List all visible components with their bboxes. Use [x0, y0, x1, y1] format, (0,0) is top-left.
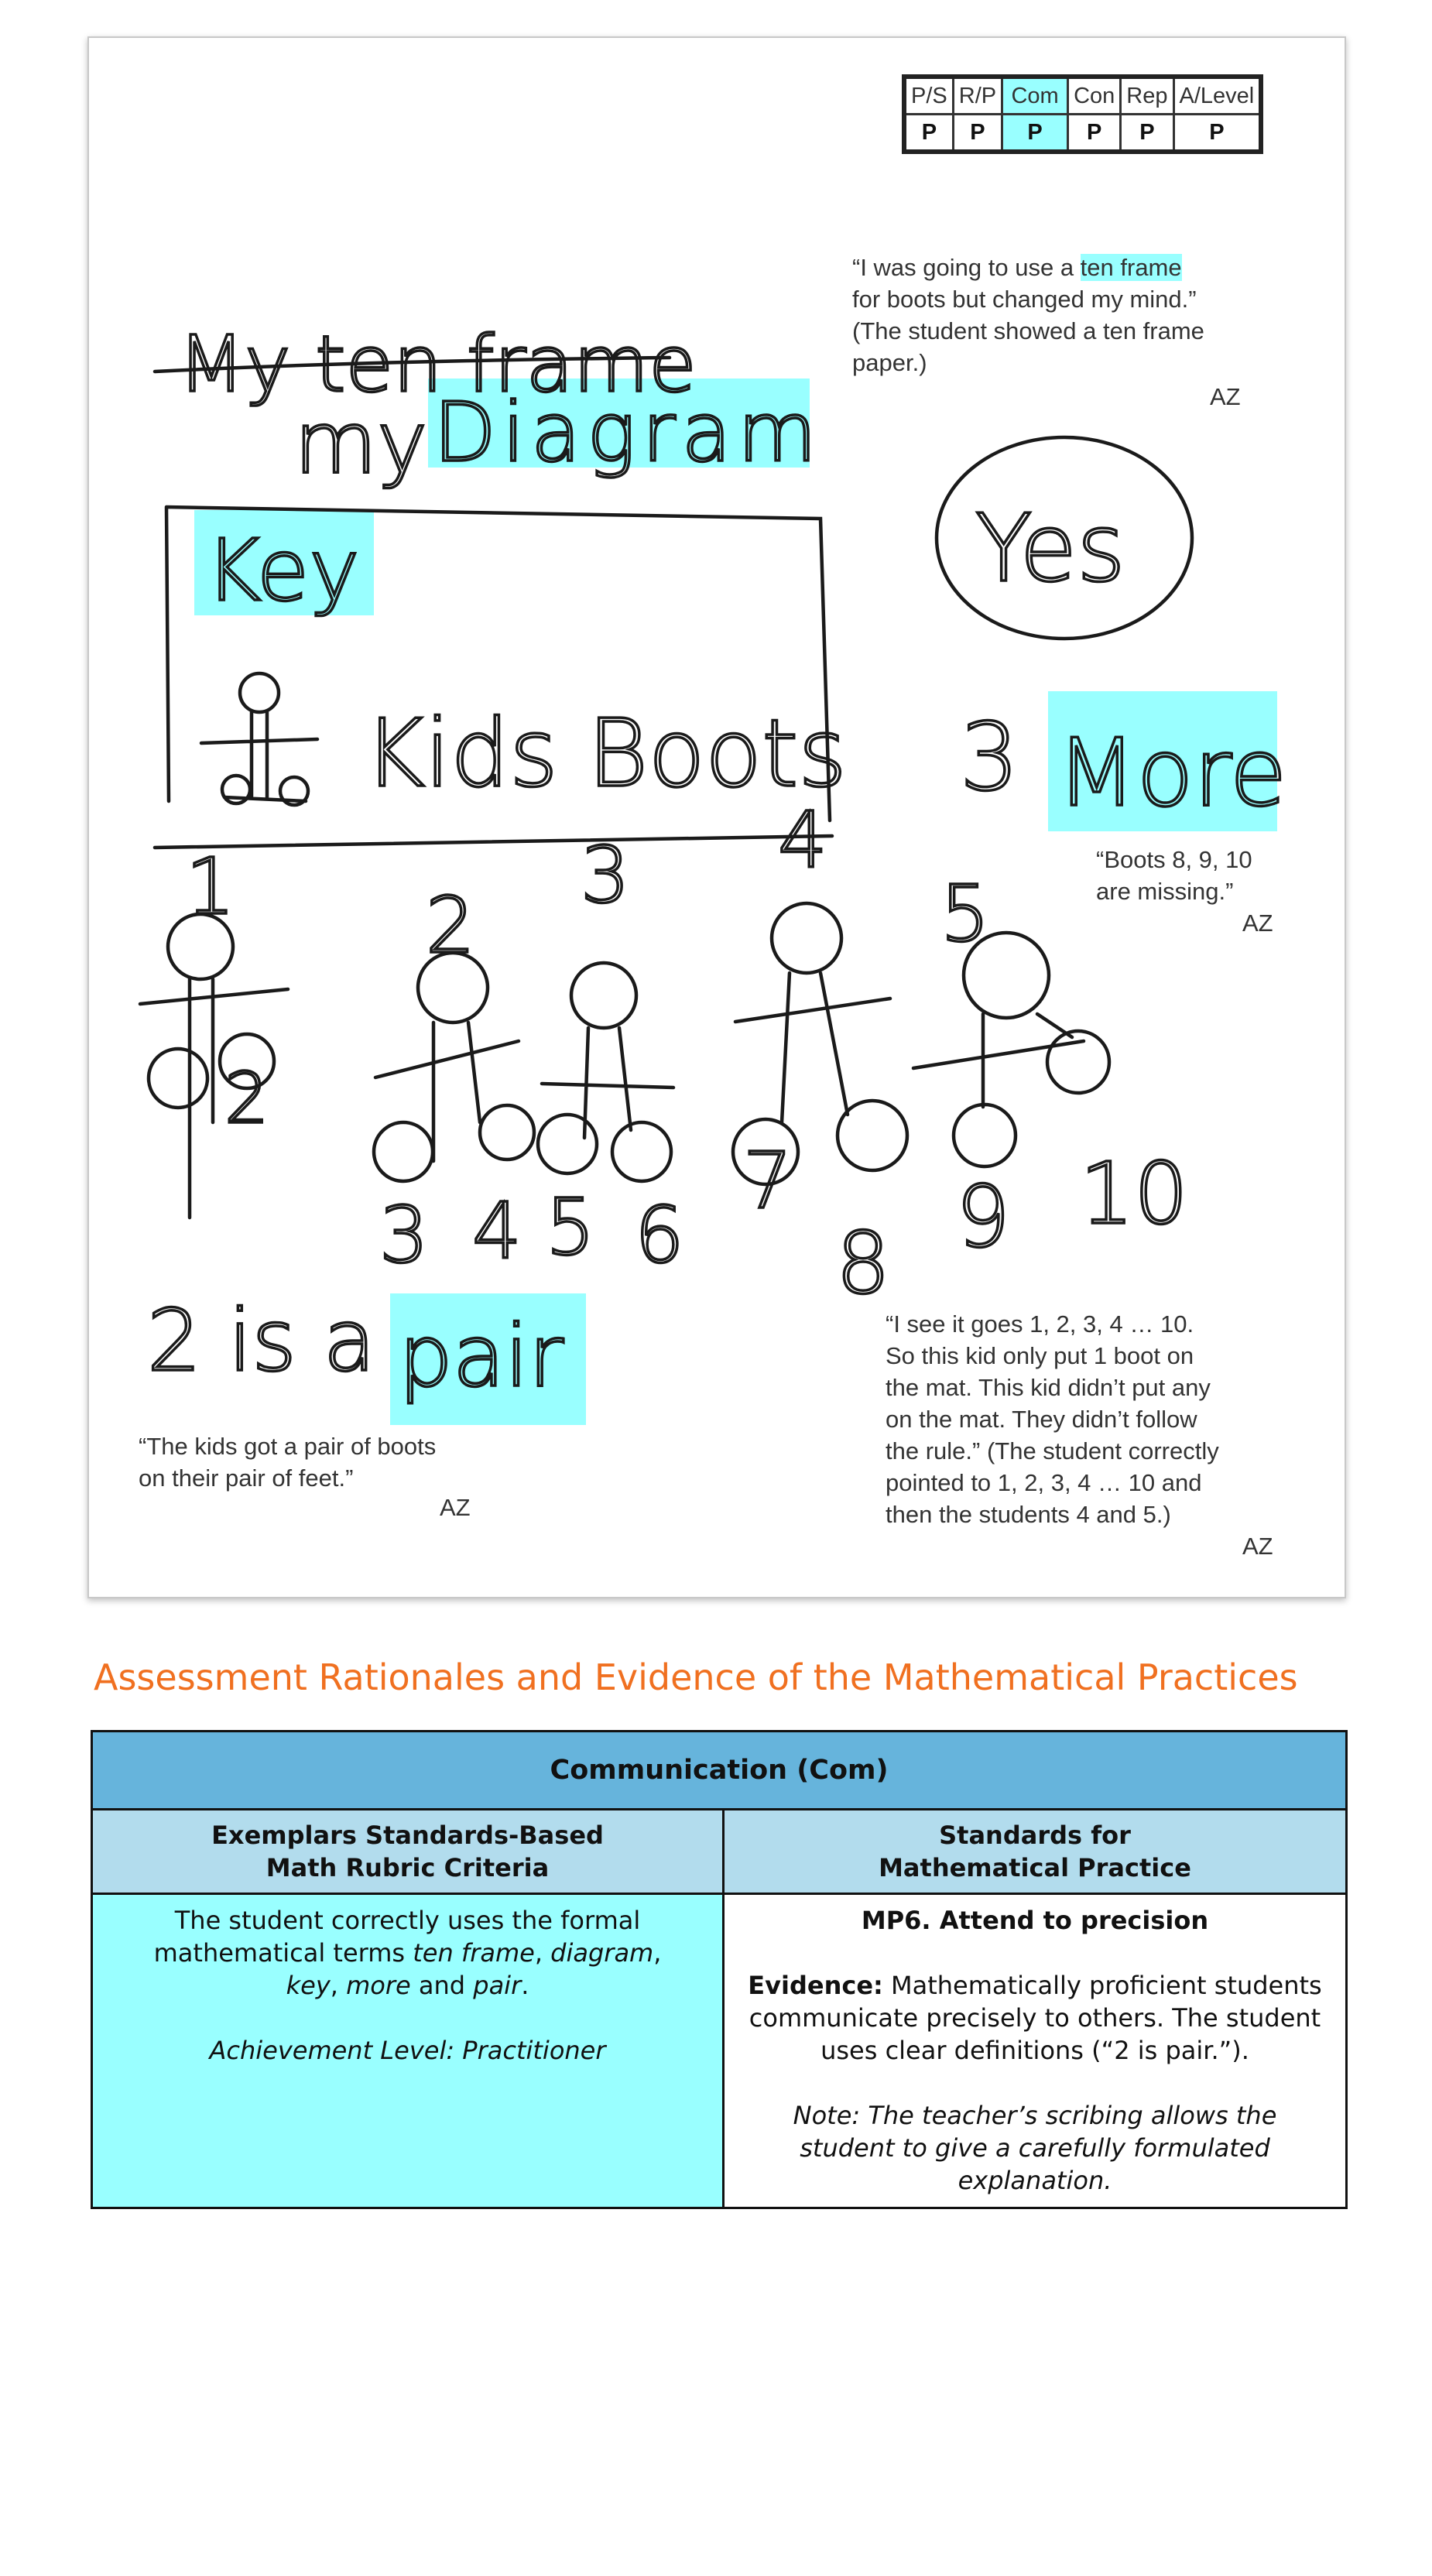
stick-figure [913, 933, 1109, 1166]
score-header-con: Con [1068, 77, 1121, 115]
header-line: Mathematical Practice [879, 1853, 1191, 1882]
score-com: P [1002, 115, 1068, 152]
score-rep: P [1121, 115, 1173, 152]
rubric-title: Communication (Com) [92, 1732, 1347, 1810]
bottom-5: 5 [546, 1182, 595, 1273]
bottom-3: 3 [379, 1190, 429, 1280]
bottom-9: 9 [956, 1167, 1010, 1266]
initials: AZ [1242, 1533, 1273, 1560]
score-header-rp: R/P [953, 77, 1002, 115]
note: Note: The teacher’s scribing allows the student to give a carefully formulated explanation. [793, 2101, 1277, 2195]
text: , [330, 1971, 347, 2000]
bottom-4: 4 [472, 1186, 522, 1276]
evidence [725, 1969, 1345, 2067]
stick-figure [538, 963, 673, 1181]
term: more [346, 1971, 411, 2000]
term: ten frame [413, 1938, 535, 1968]
quote-sequence [886, 1308, 1219, 1530]
score-header-rep: Rep [1121, 77, 1173, 115]
text: . [521, 1971, 529, 2000]
evidence-label: Evidence: [748, 1971, 883, 2000]
bottom-10: 10 [1080, 1144, 1188, 1243]
key-text: Kids Boots [364, 701, 847, 808]
text: , [653, 1938, 662, 1968]
section-title: Assessment Rationales and Evidence of the Mathematical Practices [94, 1656, 1298, 1698]
initials: AZ [440, 1494, 471, 1521]
quote-line: the mat. This kid didn’t put any [886, 1374, 1211, 1401]
score-header-com: Com [1002, 77, 1068, 115]
quote-line: So this kid only put 1 boot on [886, 1342, 1194, 1369]
stick-figure [374, 953, 534, 1181]
header-line: Standards for [939, 1821, 1131, 1850]
bottom-8: 8 [836, 1214, 890, 1313]
bottom-6: 6 [635, 1190, 684, 1280]
score-header-ps: P/S [904, 77, 953, 115]
header-line: Math Rubric Criteria [266, 1853, 550, 1882]
criteria-text [94, 1904, 721, 2002]
term: diagram [550, 1938, 654, 1968]
quote-highlight: ten frame [1080, 254, 1182, 281]
rubric-practice-cell [724, 1894, 1347, 2208]
score-table [902, 74, 1263, 154]
extra-2: 2 [224, 1058, 269, 1139]
pair-prefix: 2 is a [147, 1291, 376, 1390]
rubric-col2-header [724, 1810, 1347, 1894]
crossed-out-text: My ten frame [178, 319, 697, 409]
rubric-table [91, 1730, 1348, 2209]
title-diagram: Diagram [433, 385, 824, 480]
title-prefix: my [294, 393, 428, 492]
quote-ten-frame [852, 252, 1204, 379]
achievement-level: Achievement Level: Practitioner [209, 2036, 606, 2065]
quote-pair [139, 1430, 436, 1494]
term: pair [473, 1971, 522, 2000]
score-header-alevel: A/Level [1173, 77, 1261, 115]
mp-title: MP6. Attend to precision [861, 1906, 1209, 1935]
number-2: 2 [426, 880, 475, 971]
score-ps: P [904, 115, 953, 152]
quote-line: on their pair of feet.” [139, 1464, 354, 1492]
quote-line: are missing.” [1096, 878, 1234, 905]
number-3: 3 [581, 830, 630, 920]
quote-text: “I was going to use a [852, 254, 1081, 281]
number-4: 4 [778, 795, 827, 886]
number-5: 5 [940, 868, 990, 959]
number-1: 1 [186, 841, 235, 932]
score-con: P [1068, 115, 1121, 152]
text: and [410, 1971, 474, 2000]
more-text: More [1057, 720, 1287, 827]
evidence-text: Mathematically proficient students communicate precisely to others. The student uses clear definitions (“2 is pair.”). [749, 1971, 1322, 2065]
initials: AZ [1242, 909, 1273, 937]
quote-line: on the mat. They didn’t follow [886, 1406, 1197, 1433]
pair-word: pair [399, 1307, 564, 1406]
bottom-7: 7 [743, 1136, 793, 1226]
three-text: 3 [960, 704, 1019, 812]
score-alevel: P [1173, 115, 1261, 152]
quote-line: “The kids got a pair of boots [139, 1433, 437, 1460]
text: , [534, 1938, 551, 1968]
rubric-criteria-cell [92, 1894, 724, 2208]
quote-line: paper.) [852, 349, 927, 376]
key-figure-icon [201, 673, 317, 805]
key-label: Key [205, 521, 360, 620]
quote-line: the rule.” (The student correctly [886, 1437, 1219, 1464]
score-rp: P [953, 115, 1002, 152]
yes-text: Yes [975, 495, 1125, 603]
header-line: Exemplars Standards-Based [211, 1821, 604, 1850]
term: key [286, 1971, 331, 2000]
quote-line: pointed to 1, 2, 3, 4 … 10 and [886, 1469, 1202, 1496]
quote-line: (The student showed a ten frame [852, 317, 1204, 344]
quote-line: then the students 4 and 5.) [886, 1501, 1171, 1528]
quote-line: for boots but changed my mind.” [852, 286, 1197, 313]
quote-line: “I see it goes 1, 2, 3, 4 … 10. [886, 1310, 1194, 1338]
text: The student correctly uses the formal mathematical terms [153, 1906, 641, 1968]
quote-missing-boots [1096, 844, 1252, 907]
quote-line: “Boots 8, 9, 10 [1096, 846, 1252, 873]
initials: AZ [1210, 383, 1241, 410]
rubric-col1-header [92, 1810, 724, 1894]
